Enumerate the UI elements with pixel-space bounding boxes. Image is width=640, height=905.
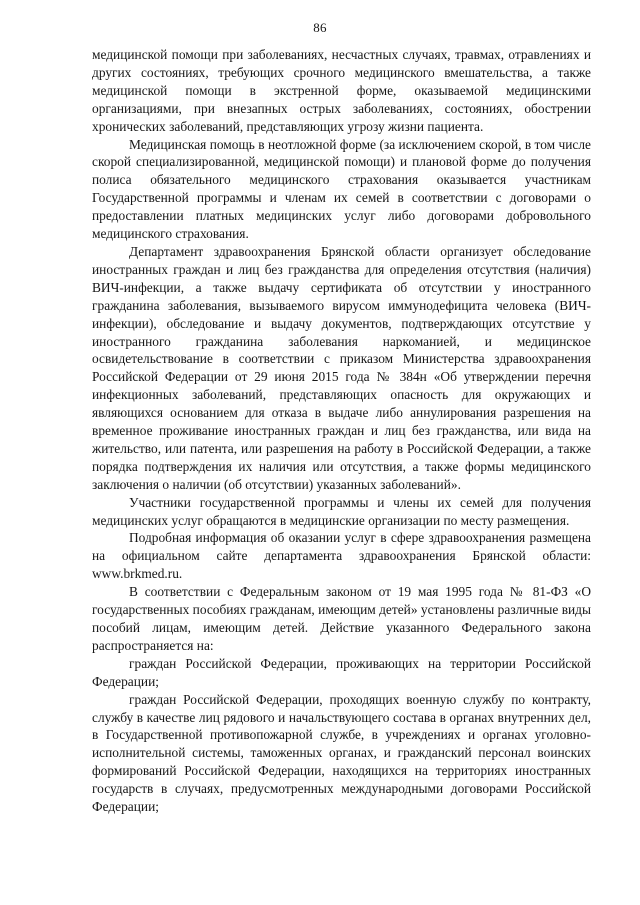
- page-number: 86: [313, 20, 327, 35]
- paragraph-3: Департамент здравоохранения Брянской области организует обследование иностранных граждан и лиц без гражданства для определения отсутствия (наличия) ВИЧ-инфекции, а также выдачу сертификата об отсутствии у иностранного гражданина заболевания, вызываемого вирусом иммунодефицита человека (ВИЧ-инфекции), обследование и выдачу документов, подтверждающих отсутствие у иностранного гражданина заболевания наркоманией, и медицинское освидетельствование в соответствии с приказом Министерства здравоохранения Российской Федерации от 29 июня 2015 года № 384н «Об утверждении перечня инфекционных заболеваний, представляющих опасность для окружающих и являющихся основанием для отказа в выдаче либо аннулирования разрешения на временное проживание иностранных граждан и лиц без гражданства, или вида на жительство, или патента, или разрешения на работу в Российской Федерации, а также порядка подтверждения их наличия или отсутствия, а также формы медицинского заключения о наличии (об отсутствии) указанных заболеваний».: [92, 243, 591, 492]
- paragraph-7: граждан Российской Федерации, проживающих на территории Российской Федерации;: [92, 655, 591, 689]
- paragraph-8: граждан Российской Федерации, проходящих военную службу по контракту, службу в качестве лиц рядового и начальствующего состава в органах внутренних дел, в Государственной противопожарной службе, в учреждениях и органах уголовно-исполнительной системы, таможенных органах, и гражданский персонал воинских формирований Российской Федерации, находящихся на территориях иностранных государств в случаях, предусмотренных международными договорами Российской Федерации;: [92, 691, 591, 815]
- body-text: [92, 46, 591, 816]
- paragraph-5: Подробная информация об оказании услуг в сфере здравоохранения размещена на официальном сайте департамента здравоохранения Брянской области: www.brkmed.ru.: [92, 530, 591, 582]
- paragraph-4: Участники государственной программы и члены их семей для получения медицинских услуг обращаются в медицинские организации по месту размещения.: [92, 494, 591, 528]
- paragraph-2: Медицинская помощь в неотложной форме (за исключением скорой, в том числе скорой специализированной, медицинской помощи) и плановой форме до получения полиса обязательного медицинского страхования оказывается участникам Государственной программы и членам их семей в соответствии с договорами о предоставлении платных медицинских услуг либо договорами добровольного медицинского страхования.: [92, 136, 591, 242]
- paragraph-1: медицинской помощи при заболеваниях, несчастных случаях, травмах, отравлениях и других состояниях, требующих срочного медицинского вмешательства, а также медицинской помощи в экстренной форме, оказываемой медицинскими организациями, при внезапных острых заболеваниях, состояниях, обострении хронических заболеваний, представляющих угрозу жизни пациента.: [92, 47, 591, 134]
- paragraph-6: В соответствии с Федеральным законом от 19 мая 1995 года № 81-ФЗ «О государственных пособиях гражданам, имеющим детей» установлены различные виды пособий лицам, имеющим детей. Действие указанного Федерального закона распространяется на:: [92, 584, 591, 653]
